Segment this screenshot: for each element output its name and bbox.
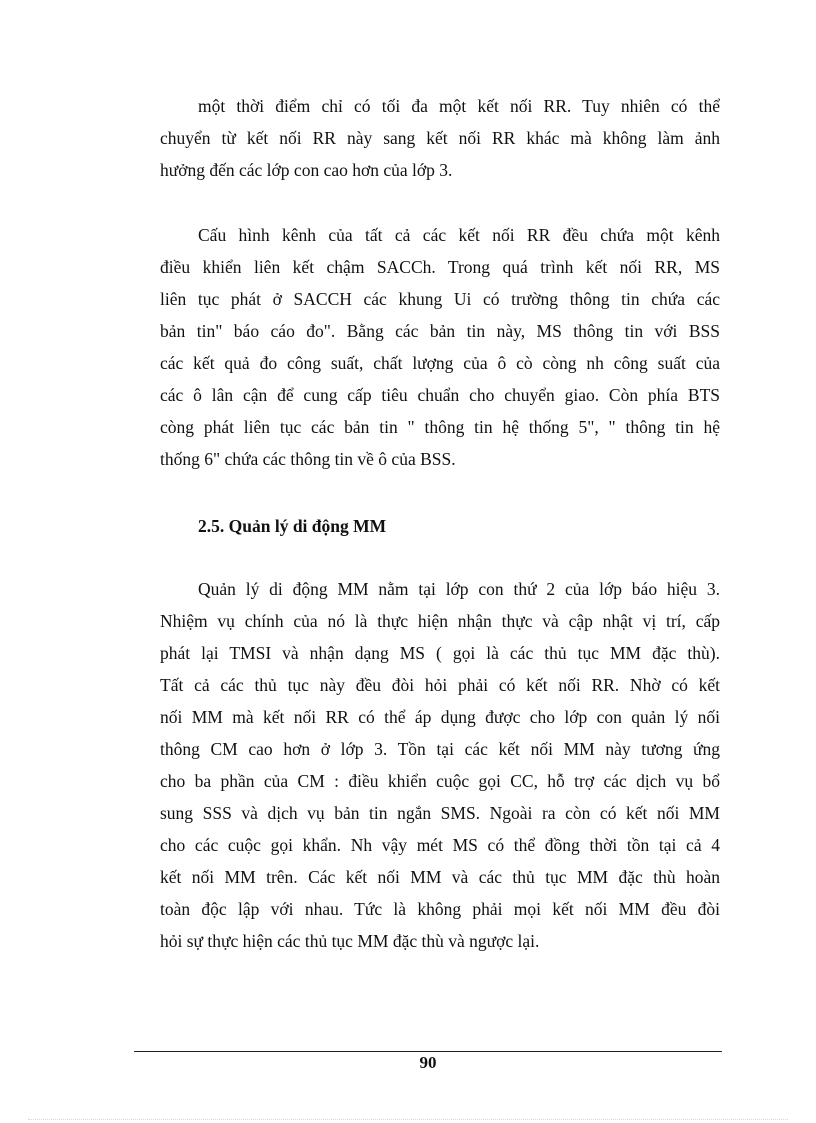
- paragraph-line: Tất cả các thủ tục này đều đòi hỏi phải có kết nối RR. Nhờ có kết: [160, 675, 720, 695]
- paragraph-line: điều khiển liên kết chậm SACCh. Trong quá trình kết nối RR, MS: [160, 257, 720, 277]
- paragraph-line: phát lại TMSI và nhận dạng MS ( gọi là các thủ tục MM đặc thù).: [160, 643, 720, 663]
- paragraph-line: bản tin" báo cáo đo". Bằng các bản tin này, MS thông tin với BSS: [160, 321, 720, 341]
- paragraph-2: [160, 219, 720, 475]
- page-bottom-edge: [28, 1119, 788, 1120]
- paragraph-line: cho ba phần của CM : điều khiển cuộc gọi CC, hỗ trợ các dịch vụ bổ: [160, 771, 720, 791]
- section-heading: 2.5. Quản lý di động MM: [198, 516, 387, 536]
- paragraph-line: kết nối MM trên. Các kết nối MM và các thủ tục MM đặc thù hoàn: [160, 867, 720, 887]
- paragraph-line: các ô lân cận để cung cấp tiêu chuẩn cho chuyển giao. Còn phía BTS: [160, 385, 720, 405]
- paragraph-line: sung SSS và dịch vụ bản tin ngắn SMS. Ngoài ra còn có kết nối MM: [160, 803, 720, 823]
- paragraph-line: còng phát liên tục các bản tin " thông tin hệ thống 5", " thông tin hệ: [160, 417, 720, 437]
- page-number: 90: [419, 1053, 437, 1072]
- paragraph-line: toàn độc lập với nhau. Tức là không phải mọi kết nối MM đều đòi: [160, 899, 720, 919]
- paragraph-3: [160, 573, 720, 957]
- paragraph-line: Cấu hình kênh của tất cả các kết nối RR đều chứa một kênh: [198, 225, 720, 245]
- paragraph-line: Nhiệm vụ chính của nó là thực hiện nhận thực và cập nhật vị trí, cấp: [160, 611, 720, 631]
- paragraph-line: chuyển từ kết nối RR này sang kết nối RR khác mà không làm ảnh: [160, 128, 720, 148]
- paragraph-line: liên tục phát ở SACCH các khung Ui có trường thông tin chứa các: [160, 289, 720, 309]
- paragraph-line: nối MM mà kết nối RR có thể áp dụng được cho lớp con quản lý nối: [160, 707, 720, 727]
- paragraph-line: các kết quả đo công suất, chất lượng của ô cò còng nh công suất của: [160, 353, 720, 373]
- paragraph-line: thông CM cao hơn ở lớp 3. Tồn tại các kết nối MM này tương ứng: [160, 739, 720, 759]
- paragraph-1: [160, 90, 720, 186]
- paragraph-line: hỏi sự thực hiện các thủ tục MM đặc thù và ngược lại.: [160, 931, 540, 951]
- paragraph-line: cho các cuộc gọi khẩn. Nh vậy mét MS có thể đồng thời tồn tại cả 4: [160, 835, 720, 855]
- paragraph-line: hưởng đến các lớp con cao hơn của lớp 3.: [160, 160, 453, 180]
- paragraph-line: một thời điểm chỉ có tối đa một kết nối RR. Tuy nhiên có thể: [198, 96, 720, 116]
- paragraph-line: thống 6" chứa các thông tin về ô của BSS.: [160, 449, 456, 469]
- paragraph-line: Quản lý di động MM nằm tại lớp con thứ 2 của lớp báo hiệu 3.: [198, 579, 720, 599]
